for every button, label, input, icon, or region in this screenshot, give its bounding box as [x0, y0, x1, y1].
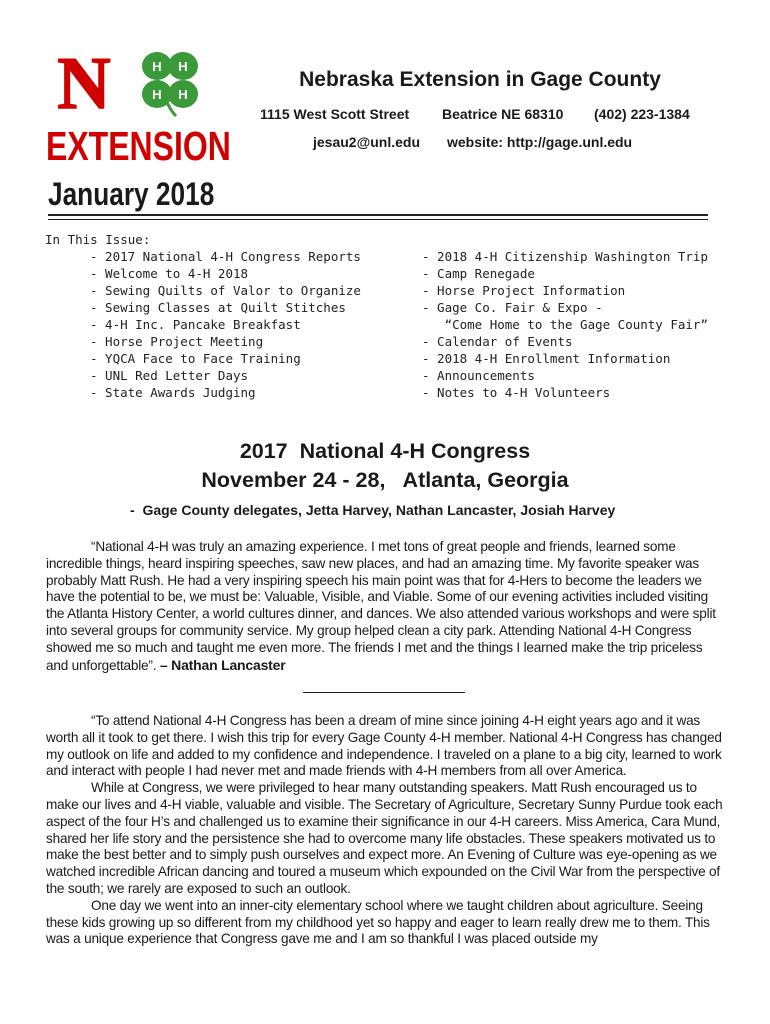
quote-author: – Nathan Lancaster — [159, 656, 286, 673]
delegates-line: - Gage County delegates, Jetta Harvey, Nathan Lancaster, Josiah Harvey — [130, 502, 616, 518]
website-link[interactable]: website: http://gage.unl.edu — [447, 134, 633, 150]
issue-item: - Sewing Classes at Quilt Stitches — [90, 300, 346, 315]
issue-item: - State Awards Judging — [90, 385, 256, 400]
quote-paragraph: While at Congress, we were privileged to hear many outstanding speakers. Matt Rush encouraged us to make our lives and 4-H viable, valuable and visible. The Secretary of Agriculture, Secretary Sunny Purdue took each aspect of the four H’s and challenged us to examine their significance in our 4-H careers. Miss America, Cara Mund, shared her life story and the persistence she had to overcome many life obstacles. These speakers motivated us to make the best better and to simply push ourselves and expect more. An Evening of Culture was eye-opening as we watched incredible African dancing and toured a museum which expounded on the Civil War from the perspective of the south; we rarely are exposed to such an outlook. — [46, 780, 723, 896]
nebraska-n-logo — [48, 50, 120, 116]
issue-heading: In This Issue: — [45, 232, 151, 247]
issue-list-left — [90, 248, 361, 401]
extension-wordmark: EXTENSION — [46, 123, 231, 169]
article-subtitle: November 24 - 28, Atlanta, Georgia — [201, 468, 569, 492]
issue-list-right — [422, 248, 708, 401]
issue-item: - 2018 4-H Enrollment Information — [422, 351, 671, 366]
issue-item: - Notes to 4-H Volunteers — [422, 385, 611, 400]
issue-item: “Come Home to the Gage County Fair” — [422, 317, 708, 332]
issue-item: - Announcements — [422, 368, 535, 383]
issue-item: - Calendar of Events — [422, 334, 573, 349]
phone-number: (402) 223-1384 — [594, 106, 690, 122]
quote-paragraph: One day we went into an inner-city elementary school where we taught children about agriculture. Seeing these kids growing up so different from my childhood yet so happy and eager to learn really drew me to them. This was a unique experience that Congress gave me and I am so thankful I was placed outside my — [46, 897, 710, 947]
issue-item: - Welcome to 4-H 2018 — [90, 266, 249, 281]
quote-nathan — [46, 539, 728, 674]
issue-item: - 2017 National 4-H Congress Reports — [90, 249, 361, 264]
issue-item: - Camp Renegade — [422, 266, 535, 281]
section-divider — [303, 692, 465, 693]
quote-text: “National 4-H was truly an amazing experience. I met tons of great people and friends, learned some incredible things, heard inspiring speeches, saw new places, and had an amazing time. My favorite speaker was probably Matt Rush. He had a very inspiring speech his main point was that for 4-Hers to become the leaders we have the potential to be, we must be: Valuable, Visible, and Viable. Some of our evening activities included visiting the Atlanta History Center, a world cultures dinner, and dances. We also attended various workshops and were split into several groups for community service. My group helped clean a city park. Attending National 4-H Congress showed me so much and taught me even more. The friends I met and the things I learned make the trip priceless and unforgettable”. — [46, 539, 716, 673]
issue-item: - Horse Project Meeting — [90, 334, 264, 349]
header-rule-thin — [48, 219, 708, 220]
address-city: Beatrice NE 68310 — [442, 106, 564, 122]
issue-item: - 2018 4-H Citizenship Washington Trip — [422, 249, 708, 264]
clover-h-1: H — [152, 59, 162, 74]
clover-h-2: H — [178, 59, 188, 74]
article-title: 2017 National 4-H Congress — [239, 439, 531, 463]
clover-h-4: H — [178, 87, 188, 102]
quote-paragraph — [46, 539, 728, 674]
issue-item: - Horse Project Information — [422, 283, 626, 298]
logo-n-letter: N — [57, 50, 111, 116]
address-street: 1115 West Scott Street — [260, 106, 410, 122]
issue-item: - Sewing Quilts of Valor to Organize — [90, 283, 361, 298]
quote-second-delegate — [46, 713, 728, 948]
org-name: Nebraska Extension in Gage County — [299, 68, 661, 91]
quote-paragraph: “To attend National 4-H Congress has been a dream of mine since joining 4-H eight years ago and it was worth all it took to get there. I wish this trip for every Gage County 4-H member. National 4-H Congress has changed my outlook on life and added to my confidence and independence. I traveled on a plane to a big city, learned to work and interact with people I had never met and made friends with 4-H members from all over America. — [46, 713, 722, 779]
issue-item: - YQCA Face to Face Training — [90, 351, 301, 366]
header-rule-thick — [48, 214, 708, 216]
clover-h-3: H — [152, 87, 162, 102]
4h-clover-logo — [130, 48, 208, 118]
issue-item: - 4-H Inc. Pancake Breakfast — [90, 317, 301, 332]
email-link[interactable]: jesau2@unl.edu — [313, 134, 421, 150]
issue-item: - UNL Red Letter Days — [90, 368, 249, 383]
issue-date: January 2018 — [48, 176, 215, 212]
issue-item: - Gage Co. Fair & Expo - — [422, 300, 603, 315]
